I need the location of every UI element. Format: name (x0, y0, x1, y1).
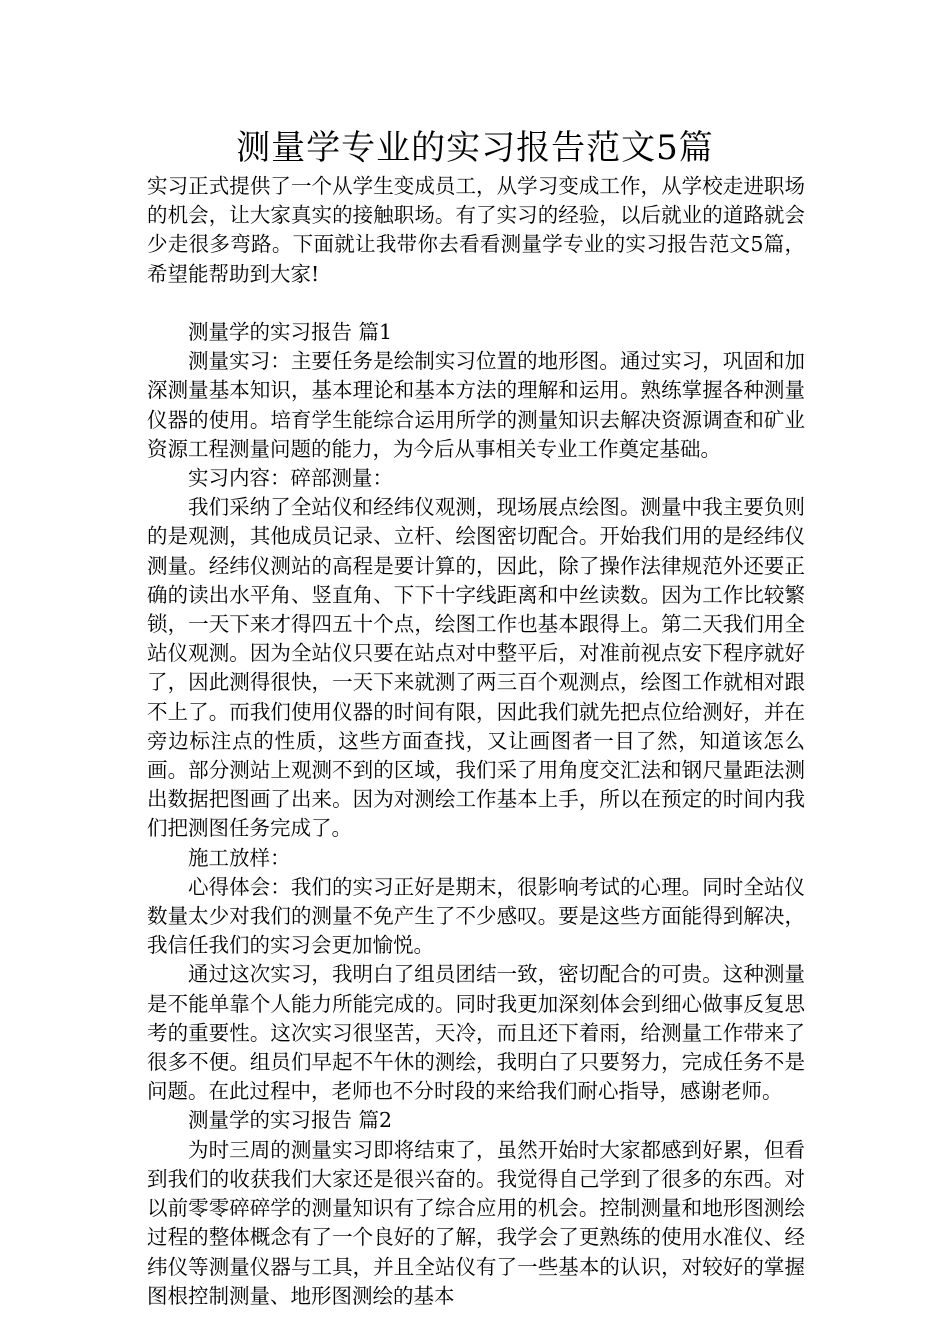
blank-line (147, 289, 805, 318)
intro-paragraph: 实习正式提供了一个从学生变成员工，从学习变成工作，从学校走进职场的机会，让大家真实的接触职场。有了实习的经验，以后就业的道路就会少走很多弯路。下面就让我带你去看看测量学专业的实习报告范文5篇，希望能帮助到大家! (147, 174, 805, 286)
subheading-content: 实习内容：碎部测量： (188, 466, 393, 491)
body-paragraph: 通过这次实习，我明白了组员团结一致，密切配合的可贵。这种测量是不能单靠个人能力所能完成的。同时我更加深刻体会到细心做事反复思考的重要性。这次实习很坚苦，天冷，而且还下着雨，给测量工作带来了很多不便。组员们早起不午休的测绘，我明白了只要努力，完成任务不是问题。在此过程中，老师也不分时段的来给我们耐心指导，感谢老师。 (147, 962, 805, 1104)
body-paragraph: 测量实习：主要任务是绘制实习位置的地形图。通过实习，巩固和加深测量基本知识，基本理论和基本方法的理解和运用。熟练掌握各种测量仪器的使用。培育学生能综合运用所学的测量知识去解决资源调查和矿业资源工程测量问题的能力，为今后从事相关专业工作奠定基础。 (147, 349, 805, 461)
subheading-staking: 施工放样： (188, 845, 291, 870)
body-paragraph: 为时三周的测量实习即将结束了，虽然开始时大家都感到好累，但看到我们的收获我们大家还是很兴奋的。我觉得自己学到了很多的东西。对以前零零碎碎学的测量知识有了综合应用的机会。控制测量和地形图测绘过程的整体概念有了一个良好的了解，我学会了更熟练的使用水准仪、经纬仪等测量仪器与工具，并且全站仪有了一些基本的认识，对较好的掌握图根控制测量、地形图测绘的基本 (147, 1137, 805, 1308)
section-heading-1: 测量学的实习报告 篇1 (188, 320, 393, 344)
body-paragraph: 心得体会：我们的实习正好是期末，很影响考试的心理。同时全站仪数量太少对我们的测量不免产生了不少感叹。要是这些方面能得到解决，我信任我们的实习会更加愉悦。 (147, 874, 805, 958)
body-paragraph: 我们采纳了全站仪和经纬仪观测，现场展点绘图。测量中我主要负则的是观测，其他成员记录、立杆、绘图密切配合。开始我们用的是经纬仪测量。经纬仪测站的高程是要计算的，因此，除了操作法律规范外还要正确的读出水平角、竖直角、下下十字线距离和中丝读数。因为工作比较繁锁，一天下来才得四五十个点，绘图工作也基本跟得上。第二天我们用全站仪观测。因为全站仪只要在站点对中整平后，对准前视点安下程序就好了，因此测得很快，一天下来就测了两三百个观测点，绘图工作就相对跟不上了。而我们使用仪器的时间有限，因此我们就先把点位给测好，并在旁边标注点的性质，这些方面查找，又让画图者一目了然，知道该怎么画。部分测站上观测不到的区域，我们采了用角度交汇法和钢尺量距法测出数据把图画了出来。因为对测绘工作基本上手，所以在预定的时间内我们把测图任务完成了。 (147, 495, 805, 841)
document-body (147, 172, 805, 1311)
document-title: 测量学专业的实习报告范文5篇 (236, 128, 714, 168)
section-heading-2: 测量学的实习报告 篇2 (188, 1108, 393, 1133)
